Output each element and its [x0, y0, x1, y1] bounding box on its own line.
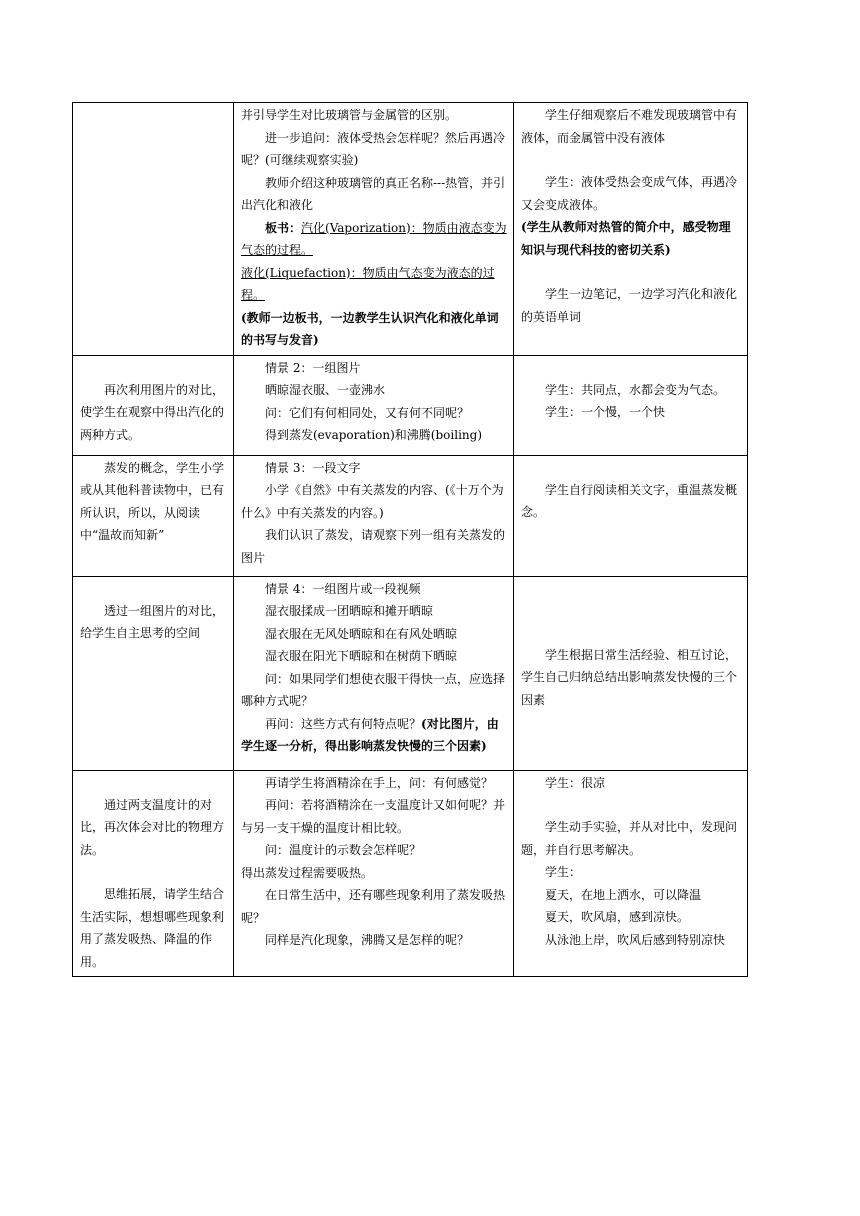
spacer	[80, 861, 228, 883]
paragraph: 通过两支温度计的对比，再次体会对比的物理方法。	[80, 797, 225, 857]
paragraph: 进一步追问：液体受热会怎样呢？然后再遇冷呢？(可继续观察实验)	[241, 130, 506, 167]
student-activity-cell	[514, 455, 748, 576]
paragraph: 问：如果同学们想使衣服干得快一点，应选择哪种方式呢？	[241, 671, 506, 708]
paragraph: 思维拓展，请学生结合生活实际，想想哪些现象利用了蒸发吸热、降温的作用。	[80, 887, 225, 969]
board-text: 汽化(Vaporization)：物质由液态变为气态的过程。	[241, 220, 507, 257]
paragraph: 得出蒸发过程需要吸热。	[241, 865, 374, 880]
table-row	[73, 455, 748, 576]
paragraph: 再问：若将酒精涂在一支温度计又如何呢？并与另一支干燥的温度计相比较。	[241, 798, 506, 835]
paragraph: 湿衣服在阳光下晒晾和在树荫下晒晾	[265, 649, 458, 663]
student-note: (学生从教师对热管的简介中，感受物理知识与现代科技的密切关系)	[521, 220, 731, 257]
paragraph: 湿衣服揉成一团晒晾和摊开晒晾	[265, 604, 434, 618]
design-intent-cell	[73, 455, 234, 576]
paragraph: 在日常生活中，还有哪些现象利用了蒸发吸热呢？	[241, 888, 506, 925]
paragraph: 情景 2：一组图片	[265, 360, 361, 375]
table-row	[73, 103, 748, 356]
paragraph: 学生：很凉	[545, 775, 606, 790]
paragraph: 夏天，吹风扇，感到凉快。	[545, 910, 690, 924]
paragraph: 问：它们有何相同处，又有何不同呢？	[265, 405, 470, 420]
student-activity-cell	[514, 576, 748, 770]
paragraph: 我们认识了蒸发，请观察下列一组有关蒸发的图片	[241, 528, 506, 565]
table-row	[73, 576, 748, 770]
paragraph	[241, 713, 508, 758]
paragraph: 湿衣服在无风处晒晾和在有风处晒晾	[265, 626, 458, 641]
paragraph: 夏天，在地上洒水，可以降温	[545, 887, 702, 902]
paragraph: 学生根据日常生活经验、相互讨论，学生自己归纳总结出影响蒸发快慢的三个因素	[521, 647, 738, 707]
teacher-activity-cell	[234, 103, 514, 356]
paragraph: 学生动手实验，并从对比中，发现问题，并自行思考解决。	[521, 820, 738, 857]
teacher-activity-cell	[234, 455, 514, 576]
board-label: 板书：	[265, 220, 302, 235]
question-text: 再问：这些方式有何特点呢？	[265, 716, 422, 731]
paragraph: 再请学生将酒精涂在手上，问：有何感觉？	[265, 775, 494, 790]
spacer	[521, 149, 742, 171]
paragraph: 情景 4：一组图片或一段视频	[265, 581, 421, 596]
paragraph: 晒晾湿衣服、一壶沸水	[265, 383, 386, 397]
teacher-activity-cell	[234, 576, 514, 770]
paragraph: 再次利用图片的对比，使学生在观察中得出汽化的两种方式。	[80, 382, 225, 442]
spacer	[521, 794, 742, 816]
teacher-note: (对比图片，由学生逐一分析，得出影响蒸发快慢的三个因素)	[241, 716, 499, 753]
paragraph: 学生：	[545, 865, 582, 879]
paragraph: 学生一边笔记，一边学习汽化和液化的英语单词	[521, 287, 738, 324]
paragraph: 从泳池上岸，吹风后感到特别凉快	[545, 932, 726, 947]
design-intent-cell	[73, 770, 234, 977]
paragraph: 同样是汽化现象，沸腾又是怎样的呢？	[265, 933, 470, 947]
board-writing-line: 液化(Liquefaction)：物质由气态变为液态的过程。	[241, 265, 495, 302]
paragraph: 小学《自然》中有关蒸发的内容、(《十万个为什么》中有关蒸发的内容。)	[241, 483, 504, 520]
spacer	[521, 261, 742, 283]
paragraph: 得到蒸发(evaporation)和沸腾(boiling)	[265, 428, 483, 442]
table-row	[73, 770, 748, 977]
teacher-activity-cell	[234, 355, 514, 455]
paragraph: 情景 3：一段文字	[265, 460, 361, 475]
design-intent-cell	[73, 355, 234, 455]
paragraph: 教师介绍这种玻璃管的真正名称---热管，并引出汽化和液化	[241, 175, 506, 212]
design-intent-cell	[73, 103, 234, 356]
student-activity-cell	[514, 770, 748, 977]
paragraph: 学生：共同点，水都会变为气态。	[545, 382, 726, 397]
lesson-plan-table	[72, 102, 748, 977]
paragraph: 学生自行阅读相关文字，重温蒸发概念。	[521, 482, 738, 519]
student-activity-cell	[514, 103, 748, 356]
teacher-note: (教师一边板书，一边教学生认识汽化和液化单词的书写与发音)	[241, 310, 499, 347]
paragraph: 学生仔细观察后不难发现玻璃管中有液体，而金属管中没有液体	[521, 108, 738, 145]
paragraph: 学生：液体受热会变成气体，再遇冷又会变成液体。	[521, 175, 738, 212]
paragraph: 学生：一个慢，一个快	[545, 405, 666, 419]
design-intent-cell	[73, 576, 234, 770]
paragraph: 并引导学生对比玻璃管与金属管的区别。	[241, 108, 458, 122]
board-writing-line	[241, 217, 508, 262]
student-activity-cell	[514, 355, 748, 455]
teacher-activity-cell	[234, 770, 514, 977]
table-row	[73, 355, 748, 455]
paragraph: 透过一组图片的对比，给学生自主思考的空间	[80, 603, 225, 640]
paragraph: 蒸发的概念，学生小学或从其他科普读物中，已有所认识，所以，从阅读中“温故而知新”	[80, 460, 225, 542]
paragraph: 问：温度计的示数会怎样呢？	[265, 843, 422, 857]
